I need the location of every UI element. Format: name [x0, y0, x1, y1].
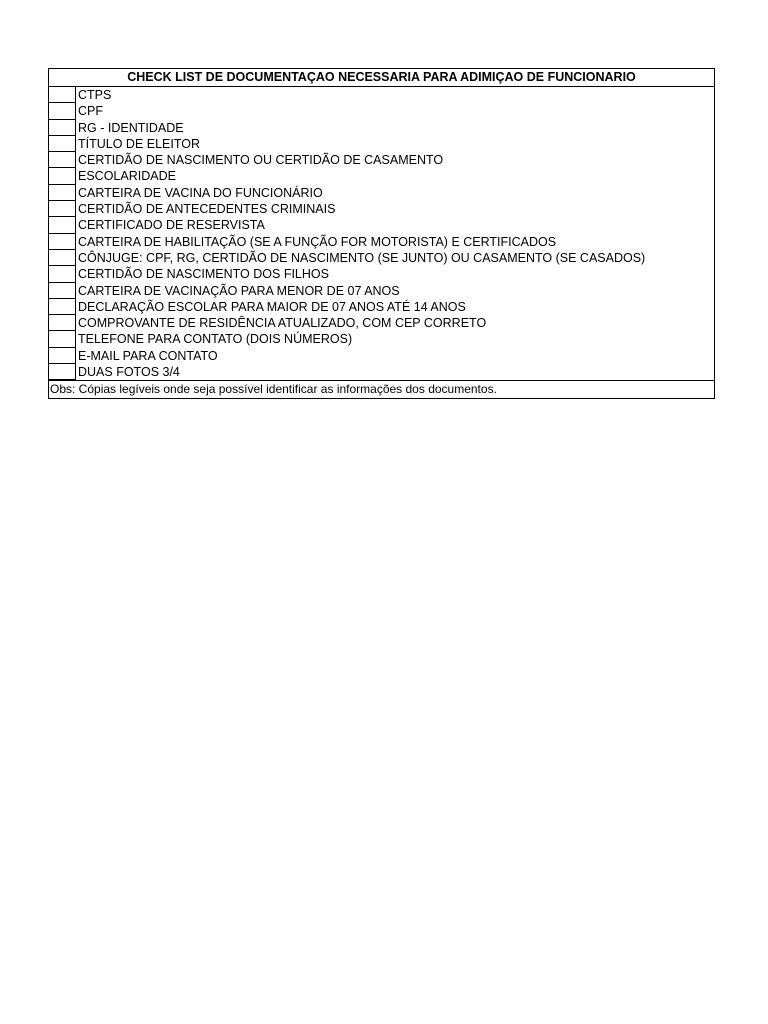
checklist-item-label: COMPROVANTE DE RESIDÊNCIA ATUALIZADO, COM CEP CORRETO	[78, 316, 487, 331]
checklist-item-label: RG - IDENTIDADE	[78, 120, 184, 135]
checklist-row	[49, 185, 714, 201]
checklist-item-label: TELEFONE PARA CONTATO (DOIS NÚMEROS)	[78, 332, 353, 347]
checklist-item-label: DECLARAÇÃO ESCOLAR PARA MAIOR DE 07 ANOS ATÉ 14 ANOS	[78, 299, 466, 314]
checkbox-cell[interactable]	[49, 250, 76, 266]
checklist-item-label: CERTIDÃO DE NASCIMENTO DOS FILHOS	[78, 267, 329, 282]
checklist-title: CHECK LIST DE DOCUMENTAÇAO NECESSARIA PARA ADIMIÇAO DE FUNCIONARIO	[49, 69, 714, 87]
checklist-row	[49, 217, 714, 233]
checklist-row	[49, 87, 714, 103]
checkbox-cell[interactable]	[49, 348, 76, 364]
checklist-row	[49, 201, 714, 217]
checklist-item-label: CERTIFICADO DE RESERVISTA	[78, 218, 265, 233]
checklist-item-label: CARTEIRA DE VACINAÇÃO PARA MENOR DE 07 ANOS	[78, 283, 400, 298]
checklist-row	[49, 331, 714, 347]
checklist-row	[49, 152, 714, 168]
checklist-items	[49, 87, 714, 380]
checklist-row	[49, 136, 714, 152]
checklist-item-label: CPF	[78, 104, 103, 119]
checkbox-cell[interactable]	[49, 120, 76, 136]
checklist-row	[49, 315, 714, 331]
checkbox-cell[interactable]	[49, 201, 76, 217]
checklist-item-label: CERTIDÃO DE NASCIMENTO OU CERTIDÃO DE CASAMENTO	[78, 153, 444, 168]
checklist-item-label: E-MAIL PARA CONTATO	[78, 348, 218, 363]
checklist-item-label: CARTEIRA DE HABILITAÇÃO (SE A FUNÇÃO FOR MOTORISTA) E CERTIFICADOS	[78, 234, 557, 249]
checklist-row	[49, 250, 714, 266]
checklist-item-label: CTPS	[78, 88, 112, 102]
checklist-item-label: TÍTULO DE ELEITOR	[78, 136, 201, 151]
checklist-row	[49, 234, 714, 250]
checklist-row	[49, 120, 714, 136]
checklist-row	[49, 283, 714, 299]
checklist-item-label: CERTIDÃO DE ANTECEDENTES CRIMINAIS	[78, 202, 336, 217]
checklist-row	[49, 266, 714, 282]
checkbox-cell[interactable]	[49, 217, 76, 233]
checklist-row	[49, 103, 714, 119]
checklist-item-label: ESCOLARIDADE	[78, 169, 176, 184]
checklist-item-label: CÔNJUGE: CPF, RG, CERTIDÃO DE NASCIMENTO (SE JUNTO) OU CASAMENTO (SE CASADOS)	[78, 250, 646, 265]
checkbox-cell[interactable]	[49, 152, 76, 168]
checkbox-cell[interactable]	[49, 299, 76, 315]
checkbox-cell[interactable]	[49, 168, 76, 184]
checklist-item-label: CARTEIRA DE VACINA DO FUNCIONÁRIO	[78, 185, 323, 200]
checkbox-cell[interactable]	[49, 266, 76, 282]
checklist-table	[48, 68, 715, 399]
checklist-row	[49, 299, 714, 315]
checkbox-cell[interactable]	[49, 103, 76, 119]
checklist-row	[49, 364, 714, 380]
checklist-item-label: DUAS FOTOS 3/4	[78, 365, 180, 380]
checklist-row	[49, 168, 714, 184]
checklist-row	[49, 348, 714, 364]
checkbox-cell[interactable]	[49, 185, 76, 201]
checkbox-cell[interactable]	[49, 364, 76, 380]
checkbox-cell[interactable]	[49, 136, 76, 152]
checkbox-cell[interactable]	[49, 315, 76, 331]
checkbox-cell[interactable]	[49, 234, 76, 250]
checkbox-cell[interactable]	[49, 283, 76, 299]
checkbox-cell[interactable]	[49, 87, 76, 103]
checkbox-cell[interactable]	[49, 331, 76, 347]
checklist-note: Obs: Cópias legíveis onde seja possível identificar as informações dos documentos.	[49, 380, 714, 398]
